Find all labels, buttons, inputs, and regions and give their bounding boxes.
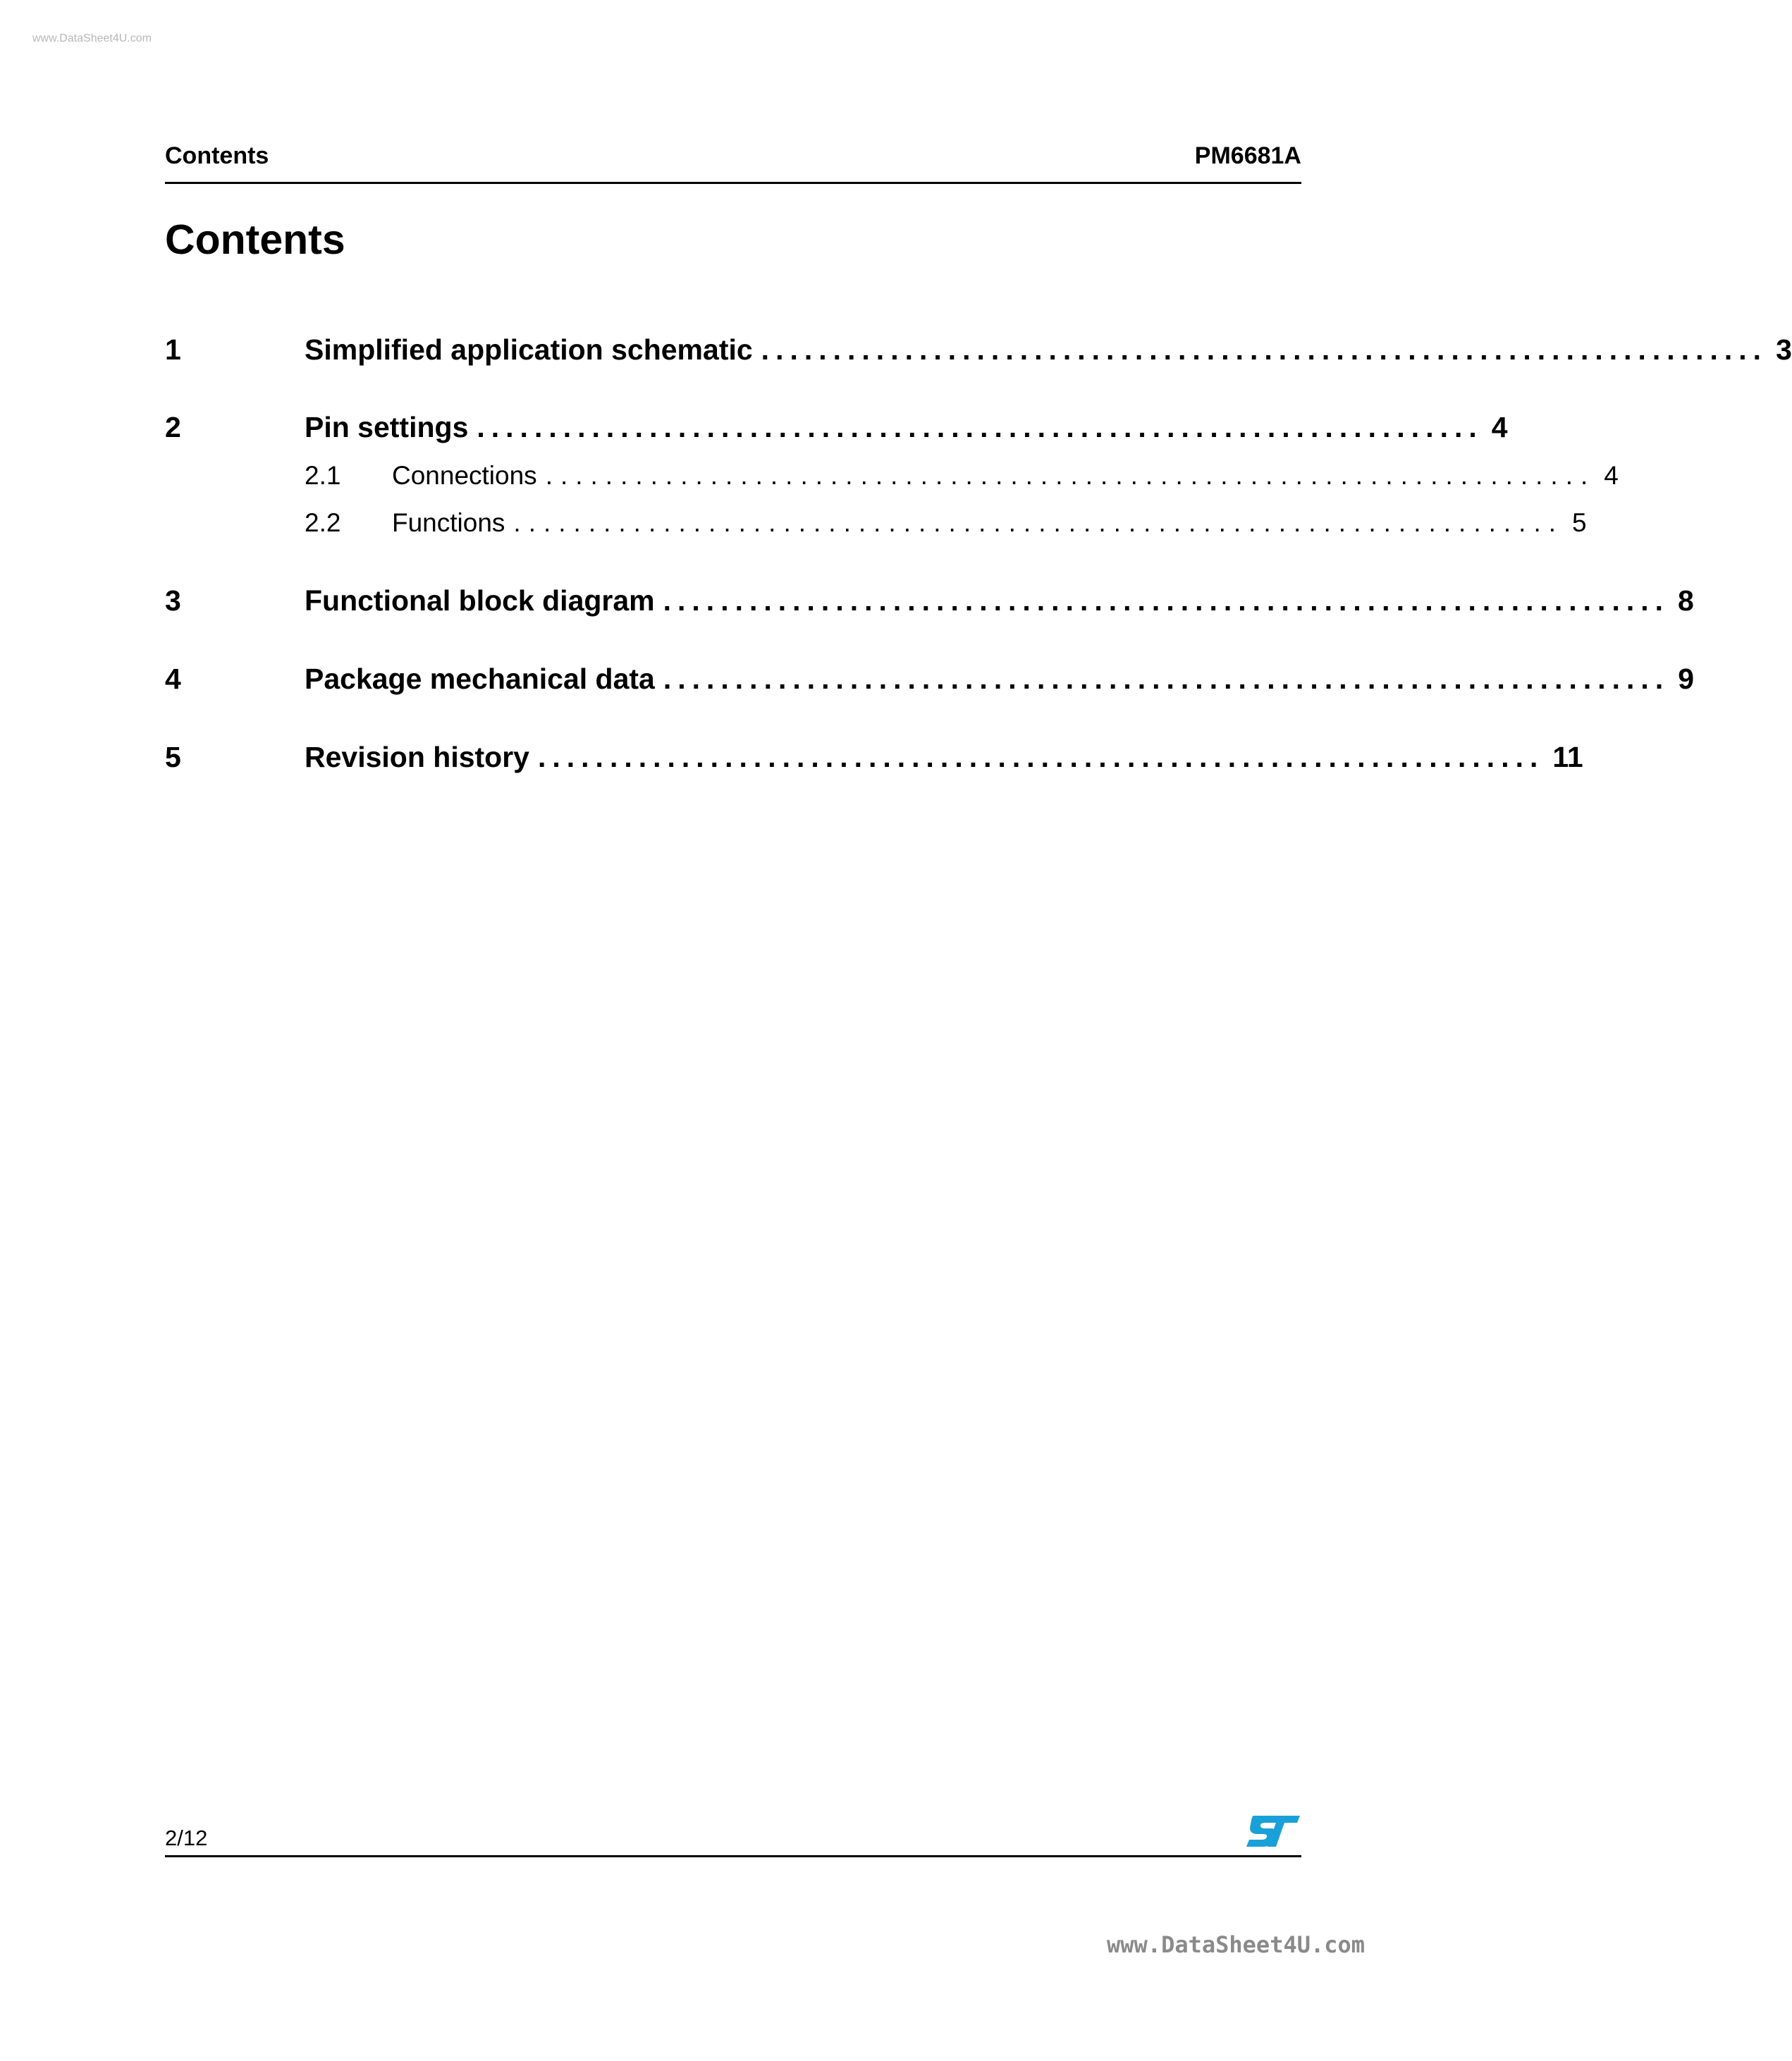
toc-label[interactable]: Connections	[392, 461, 537, 490]
toc-leader-dots: ......................................................................	[513, 508, 1564, 537]
toc-leader-dots: ......................................................................	[477, 411, 1483, 443]
toc-entry-2[interactable]	[165, 402, 1508, 444]
toc-number: 2	[165, 411, 181, 443]
page-title: Contents	[165, 216, 345, 263]
toc-number: 1	[165, 333, 181, 366]
toc-leader-dots: ......................................................................	[537, 741, 1545, 773]
toc-page: 9	[1678, 663, 1695, 695]
toc-leader-dots: ......................................................................	[663, 584, 1670, 617]
toc-entry-4[interactable]	[165, 653, 1695, 696]
toc-page: 4	[1604, 461, 1619, 490]
toc-leader-dots: ......................................................................	[663, 663, 1670, 695]
toc-page: 11	[1552, 741, 1583, 773]
toc-label[interactable]: Simplified application schematic	[305, 333, 753, 366]
toc-label[interactable]: Package mechanical data	[305, 663, 655, 695]
header-product: PM6681A	[1194, 142, 1301, 169]
toc-entry-1[interactable]	[165, 324, 1792, 367]
footer-page-number: 2/12	[165, 1826, 208, 1850]
toc-number: 2.2	[305, 508, 341, 537]
toc-entry-3[interactable]	[165, 575, 1694, 617]
toc-leader-dots: ......................................................................	[545, 461, 1596, 490]
toc-page: 5	[1572, 508, 1587, 537]
toc-leader-dots: ......................................................................	[761, 333, 1768, 366]
st-logo-icon	[1245, 1813, 1301, 1850]
header-section: Contents	[165, 142, 269, 169]
toc-label[interactable]: Pin settings	[305, 411, 469, 443]
toc-page: 3	[1776, 333, 1792, 366]
toc-page: 4	[1491, 411, 1508, 443]
toc-number: 5	[165, 741, 181, 773]
toc-number: 4	[165, 663, 181, 695]
toc-page: 8	[1678, 584, 1694, 617]
toc-label[interactable]: Functions	[392, 508, 505, 537]
page-header	[165, 142, 1301, 184]
toc-entry-2-2[interactable]	[165, 496, 1587, 538]
toc-entry-5[interactable]	[165, 732, 1583, 774]
toc-label[interactable]: Functional block diagram	[305, 584, 655, 617]
watermark-bottom: www.DataSheet4U.com	[1107, 1931, 1366, 1958]
watermark-top: www.DataSheet4U.com	[32, 32, 152, 44]
toc-number: 2.1	[305, 461, 341, 490]
toc-label[interactable]: Revision history	[305, 741, 529, 773]
toc-entry-2-1[interactable]	[165, 448, 1619, 491]
toc-number: 3	[165, 584, 181, 617]
page-footer	[165, 1814, 1301, 1857]
